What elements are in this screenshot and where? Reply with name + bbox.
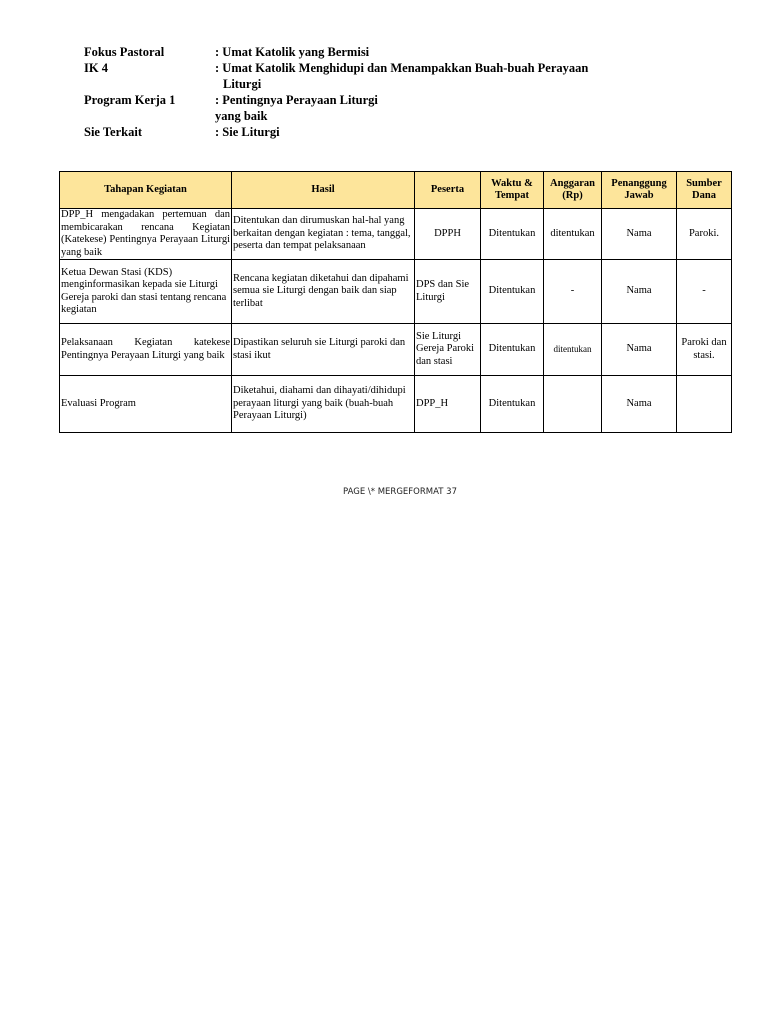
cell-sumber [677,376,732,433]
cell-sumber: Paroki dan stasi. [677,324,732,376]
ik-label: IK 4 [84,61,108,75]
cell-peserta: DPP_H [415,376,481,433]
cell-penanggung: Nama [602,260,677,324]
cell-waktu: Ditentukan [481,209,544,260]
ik-value-continuation: Liturgi [223,77,262,91]
cell-tahapan: Ketua Dewan Stasi (KDS) menginformasikan kepada sie Liturgi Gereja paroki dan stasi tentang rencana kegiatan [60,260,232,324]
sie-terkait-value: : Sie Liturgi [215,125,280,139]
fokus-pastoral-value: : Umat Katolik yang Bermisi [215,45,370,59]
cell-hasil: Rencana kegiatan diketahui dan dipahami semua sie Liturgi dengan baik dan siap terlibat [232,260,415,324]
cell-tahapan: Pelaksanaan Kegiatan katekese Pentingnya Perayaan Liturgi yang baik [60,324,232,376]
header-tahapan-kegiatan: Tahapan Kegiatan [60,172,232,209]
sie-terkait-label: Sie Terkait [84,125,142,139]
activity-plan-table [59,171,732,433]
cell-waktu: Ditentukan [481,260,544,324]
cell-sumber: Paroki. [677,209,732,260]
ik-row [84,60,644,76]
cell-sumber: - [677,260,732,324]
cell-penanggung: Nama [602,209,677,260]
program-kerja-label: Program Kerja 1 [84,93,176,107]
sie-terkait-row [84,124,644,140]
ik-value: : Umat Katolik Menghidupi dan Menampakkan Buah-buah Perayaan [215,61,589,75]
cell-anggaran: ditentukan [544,209,602,260]
program-kerja-row [84,92,644,108]
header-penanggung-jawab: Penanggung Jawab [602,172,677,209]
table-row [60,376,732,433]
fokus-pastoral-label: Fokus Pastoral [84,45,165,59]
cell-waktu: Ditentukan [481,324,544,376]
cell-hasil: Diketahui, diahami dan dihayati/dihidupi perayaan liturgi yang baik (buah-buah Perayaan Liturgi) [232,376,415,433]
cell-tahapan: DPP_H mengadakan pertemuan dan membicarakan rencana Kegiatan (Katekese) Pentingnya Perayaan Liturgi yang baik [61,209,230,258]
cell-peserta: DPPH [415,209,481,260]
table-row [60,209,732,260]
header-sumber-dana: Sumber Dana [677,172,732,209]
cell-tahapan: Evaluasi Program [60,376,232,433]
cell-anggaran: ditentukan [544,324,602,376]
cell-anggaran: - [544,260,602,324]
cell-hasil: Dipastikan seluruh sie Liturgi paroki dan stasi ikut [232,324,415,376]
cell-penanggung: Nama [602,324,677,376]
cell-waktu: Ditentukan [481,376,544,433]
page-number-field: PAGE \* MERGEFORMAT 37 [343,487,457,497]
table-row [60,324,732,376]
cell-penanggung: Nama [602,376,677,433]
fokus-pastoral-row [84,44,644,60]
program-kerja-value: : Pentingnya Perayaan Liturgi [215,93,378,107]
cell-hasil: Ditentukan dan dirumuskan hal-hal yang berkaitan dengan kegiatan : tema, tanggal, peserta dan tempat pelaksanaan [232,209,415,260]
cell-anggaran [544,376,602,433]
cell-peserta: DPS dan Sie Liturgi [415,260,481,324]
cell-peserta: Sie Liturgi Gereja Paroki dan stasi [415,324,481,376]
header-waktu-tempat: Waktu & Tempat [481,172,544,209]
table-row [60,260,732,324]
header-anggaran: Anggaran (Rp) [544,172,602,209]
program-kerja-continuation: yang baik [215,109,268,123]
header-peserta: Peserta [415,172,481,209]
table-header-row [60,172,732,209]
document-header [84,44,644,140]
header-hasil: Hasil [232,172,415,209]
